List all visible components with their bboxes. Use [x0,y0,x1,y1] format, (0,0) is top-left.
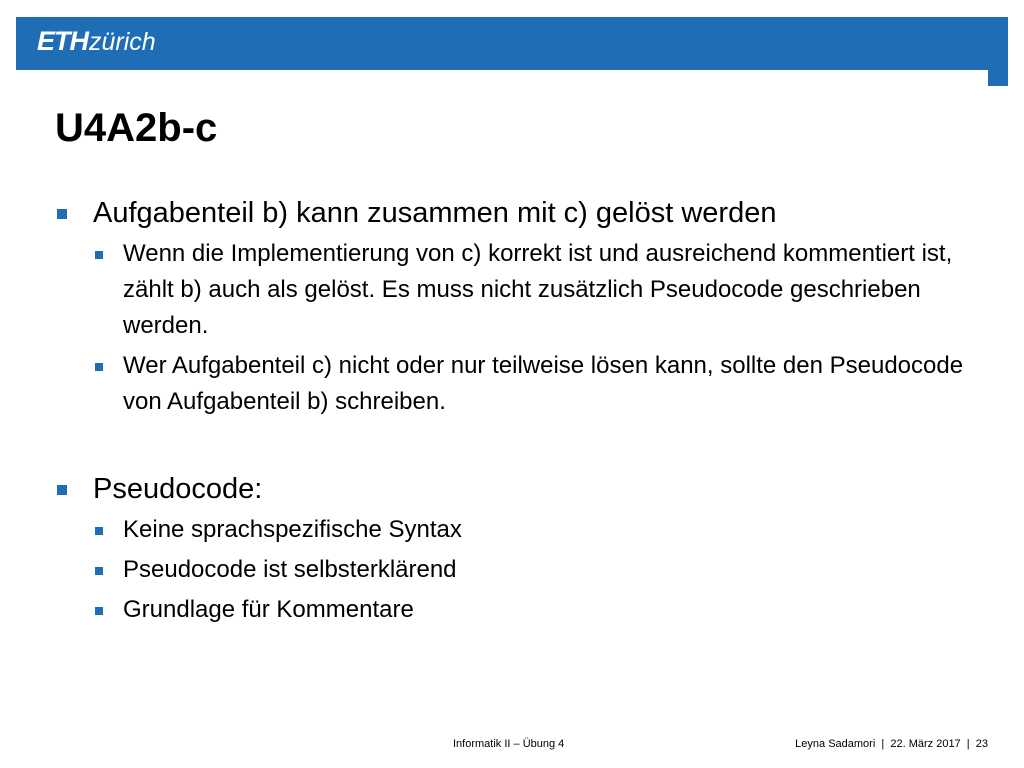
sub-bullet-item-2-3 [123,592,975,628]
square-bullet-icon [95,363,103,371]
square-bullet-icon [95,251,103,259]
square-bullet-icon [57,209,67,219]
header-tab [988,17,1008,86]
square-bullet-icon [95,567,103,575]
sub-bullet-item-1-2 [123,348,975,420]
logo-eth-text: ETH [37,26,88,56]
square-bullet-icon [57,485,67,495]
slide-content [55,196,975,628]
bullet-text: Pseudocode: [93,473,263,505]
sub-bullet-item-1-1 [123,236,975,344]
square-bullet-icon [95,607,103,615]
header-bar [16,17,988,70]
sub-bullet-text: Grundlage für Kommentare [123,596,414,623]
logo-zurich-text: zürich [89,28,156,56]
sub-bullet-text: Pseudocode ist selbsterklärend [123,556,457,583]
sub-bullet-text: Wer Aufgabenteil c) nicht oder nur teilweise lösen kann, sollte den Pseudocode von Aufgabenteil b) schreiben. [123,352,964,415]
bullet-item-2 [55,472,975,506]
bullet-item-1 [55,196,975,230]
sub-bullet-text: Wenn die Implementierung von c) korrekt ist und ausreichend kommentiert ist, zählt b) auch als gelöst. Es muss nicht zusätzlich Pseudocode geschrieben werden. [123,240,953,339]
footer-course: Informatik II – Übung 4 [453,738,565,750]
sub-bullet-text: Keine sprachspezifische Syntax [123,516,462,543]
bullet-text: Aufgabenteil b) kann zusammen mit c) gelöst werden [93,197,777,229]
sub-bullet-item-2-1 [123,512,975,548]
eth-logo [37,26,156,62]
footer-author-date-page: Leyna Sadamori | 22. März 2017 | 23 [795,738,988,750]
sub-bullet-item-2-2 [123,552,975,588]
slide-title: U4A2b-c [55,106,218,150]
square-bullet-icon [95,527,103,535]
